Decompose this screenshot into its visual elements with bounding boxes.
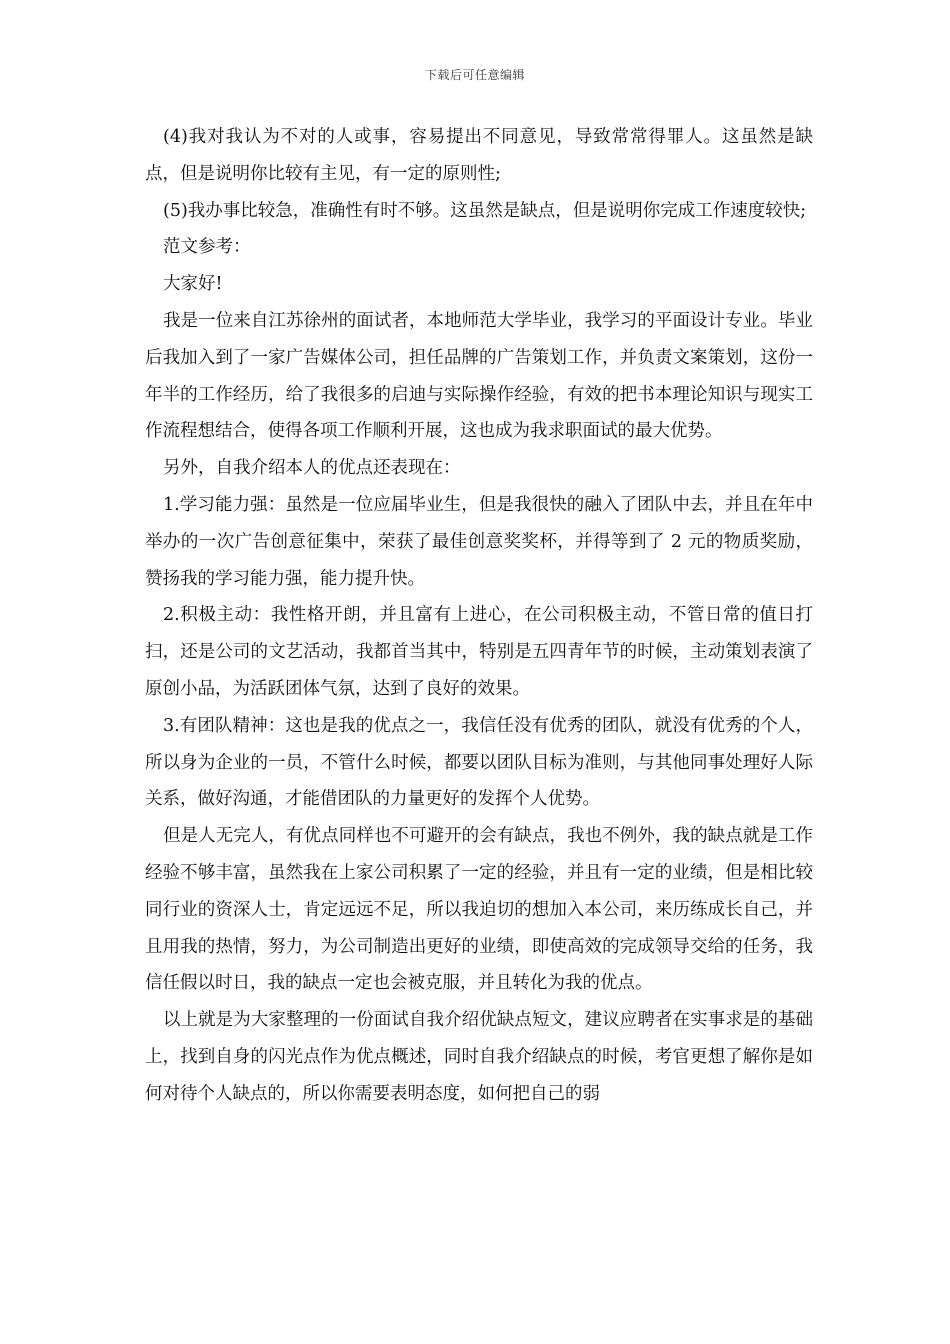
paragraph-point-4: (4)我对我认为不对的人或事，容易提出不同意见，导致常常得罪人。这虽然是缺点，但是说明你比较有主见，有一定的原则性; <box>145 127 813 184</box>
paragraph-conclusion: 以上就是为大家整理的一份面试自我介绍优缺点短文，建议应聘者在实事求是的基础上，找到自身的闪光点作为优点概述，同时自我介绍缺点的时候，考官更想了解你是如何对待个人缺点的，所以你需要表明态度，如何把自己的弱 <box>145 1010 813 1104</box>
paragraph-weakness: 但是人无完人，有优点同样也不可避开的会有缺点，我也不例外，我的缺点就是工作经验不够丰富，虽然我在上家公司积累了一定的经验，并且有一定的业绩，但是相比较同行业的资深人士，肯定远远不足，所以我迫切的想加入本公司，来历练成长自己，并且用我的热情，努力，为公司制造出更好的业绩，即使高效的完成领导交给的任务，我信任假以时日，我的缺点一定也会被克服，并且转化为我的优点。 <box>145 826 813 994</box>
paragraph-strengths-intro: 另外，自我介绍本人的优点还表现在： <box>163 458 461 479</box>
paragraph-point-5: (5)我办事比较急，准确性有时不够。这虽然是缺点，但是说明你完成工作速度较快; <box>163 200 807 221</box>
document-body <box>145 119 813 1113</box>
paragraph-greeting: 大家好! <box>163 274 223 295</box>
paragraph-strength-1: 1.学习能力强：虽然是一位应届毕业生，但是我很快的融入了团队中去，并且在年中举办的一次广告创意征集中，荣获了最佳创意奖奖杯，并得等到了 2 元的物质奖励，赞扬我的学习能力强，能力提升快。 <box>145 494 813 589</box>
paragraph-sample-heading: 范文参考： <box>163 237 251 258</box>
paragraph-strength-3: 3.有团队精神：这也是我的优点之一，我信任没有优秀的团队，就没有优秀的个人，所以身为企业的一员，不管什么时候，都要以团队目标为准则，与其他同事处理好人际关系，做好沟通，才能借团队的力量更好的发挥个人优势。 <box>145 715 813 810</box>
page-header: 下载后可任意编辑 <box>424 68 525 82</box>
paragraph-strength-2: 2.积极主动：我性格开朗，并且富有上进心，在公司积极主动，不管日常的值日打扫，还是公司的文艺活动，我都首当其中，特别是五四青年节的时候，主动策划表演了原创小品，为活跃团体气氛，达到了良好的效果。 <box>145 605 813 699</box>
paragraph-introduction: 我是一位来自江苏徐州的面试者，本地师范大学毕业，我学习的平面设计专业。毕业后我加入到了一家广告媒体公司，担任品牌的广告策划工作，并负责文案策划，这份一年半的工作经历，给了我很多的启迪与实际操作经验，有效的把书本理论知识与现实工作流程想结合，使得各项工作顺利开展，这也成为我求职面试的最大优势。 <box>145 310 813 442</box>
